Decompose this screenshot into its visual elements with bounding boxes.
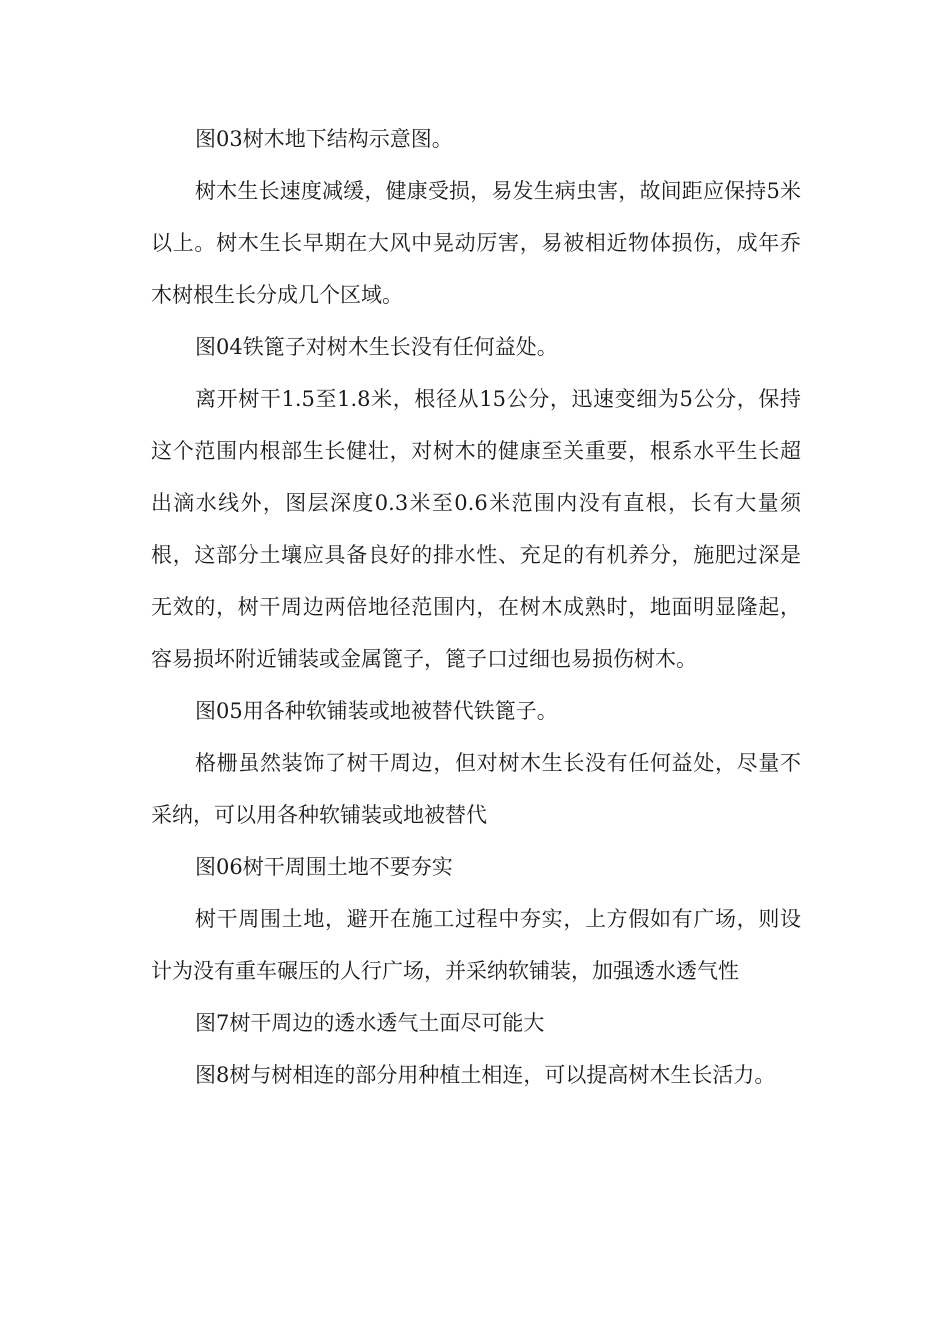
caption-figure-05: 图05用各种软铺装或地被替代铁篦子。 bbox=[195, 699, 558, 723]
paragraph-tree-spacing: 树木生长速度减缓，健康受损，易发生病虫害，故间距应保持5米以上。树木生长早期在大风中晃动厉害，易被相近物体损伤，成年乔木树根生长分成几个区域。 bbox=[151, 179, 801, 307]
paragraph-soil-compaction: 树干周围土地，避开在施工过程中夯实，上方假如有广场，则设计为没有重车碾压的人行广场，并采纳软铺装，加强透水透气性 bbox=[151, 907, 801, 983]
paragraph-grating: 格栅虽然装饰了树干周边，但对树木生长没有任何益处，尽量不采纳，可以用各种软铺装或地被替代 bbox=[151, 751, 801, 827]
document-body bbox=[151, 113, 801, 1101]
caption-figure-04: 图04铁篦子对树木生长没有任何益处。 bbox=[195, 335, 558, 359]
caption-figure-07: 图7树干周边的透水透气土面尽可能大 bbox=[195, 1011, 545, 1035]
paragraph-root-zone: 离开树干1.5至1.8米，根径从15公分，迅速变细为5公分，保持这个范围内根部生长健壮，对树木的健康至关重要，根系水平生长超出滴水线外，图层深度0.3米至0.6米范围内没有直根，长有大量须根，这部分土壤应具备良好的排水性、充足的有机养分，施肥过深是无效的，树干周边两倍地径范围内，在树木成熟时，地面明显隆起，容易损坏附近铺装或金属篦子，篦子口过细也易损伤树木。 bbox=[151, 387, 801, 671]
caption-figure-03: 图03树木地下结构示意图。 bbox=[195, 127, 453, 151]
caption-figure-08: 图8树与树相连的部分用种植土相连，可以提高树木生长活力。 bbox=[195, 1063, 776, 1087]
caption-figure-06: 图06树干周围土地不要夯实 bbox=[195, 855, 453, 879]
